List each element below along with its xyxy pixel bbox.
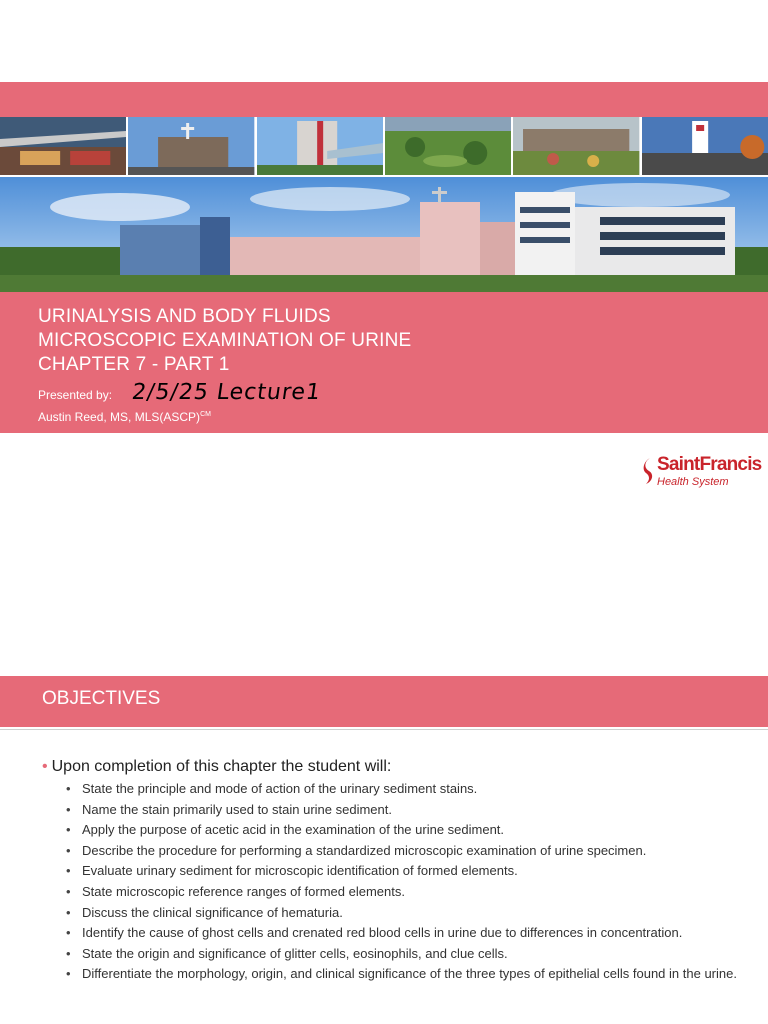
list-item: • Identify the cause of ghost cells and crenated red blood cells in urine due to differences in concentration. <box>66 924 742 941</box>
list-item: • Evaluate urinary sediment for microscopic identification of formed elements. <box>66 862 742 879</box>
list-item: • State the principle and mode of action of the urinary sediment stains. <box>66 780 742 797</box>
objectives-intro <box>42 757 742 777</box>
divider <box>0 729 768 730</box>
handwritten-note: 2/5/25 Lecture1 <box>130 380 323 405</box>
photo-strip <box>0 117 768 175</box>
objectives-list <box>42 757 742 986</box>
photo-sign <box>642 117 768 175</box>
photo-chapel <box>128 117 254 175</box>
photo-building-1 <box>0 117 126 175</box>
list-item: • Differentiate the morphology, origin, and clinical significance of the three types of epithelial cells found in the urine. <box>66 965 742 982</box>
logo-wordmark: SaintFrancis <box>657 454 762 475</box>
list-item: • Apply the purpose of acetic acid in the examination of the urine sediment. <box>66 821 742 838</box>
list-item: • State microscopic reference ranges of formed elements. <box>66 883 742 900</box>
chapter-title: CHAPTER 7 - PART 1 <box>38 354 230 375</box>
objectives-intro-text: Upon completion of this chapter the student will: <box>51 758 392 775</box>
presenter-text: Austin Reed, MS, MLS(ASCP) <box>38 410 201 424</box>
list-item: • Describe the procedure for performing a standardized microscopic examination of urine specimen. <box>66 842 742 859</box>
list-item: • State the origin and significance of glitter cells, eosinophils, and clue cells. <box>66 945 742 962</box>
hospital-panorama <box>0 177 768 292</box>
photo-tower <box>257 117 383 175</box>
presenter-credential: CM <box>200 411 211 418</box>
list-item: • Discuss the clinical significance of hematuria. <box>66 904 742 921</box>
objective-items <box>42 780 742 982</box>
lecture-title: MICROSCOPIC EXAMINATION OF URINE <box>38 330 412 351</box>
course-title: URINALYSIS AND BODY FLUIDS <box>38 306 331 327</box>
presenter-name <box>38 410 211 424</box>
list-item: • Name the stain primarily used to stain urine sediment. <box>66 801 742 818</box>
photo-garden <box>513 117 639 175</box>
saint-francis-logo <box>641 452 761 494</box>
objectives-heading: OBJECTIVES <box>42 688 161 709</box>
logo-subtitle: Health System <box>657 476 729 488</box>
presented-by-label: Presented by: <box>38 388 113 402</box>
bullet-icon: • <box>42 758 48 775</box>
header-band <box>0 82 768 117</box>
logo-emblem-icon <box>641 456 655 486</box>
photo-campus-aerial <box>385 117 511 175</box>
